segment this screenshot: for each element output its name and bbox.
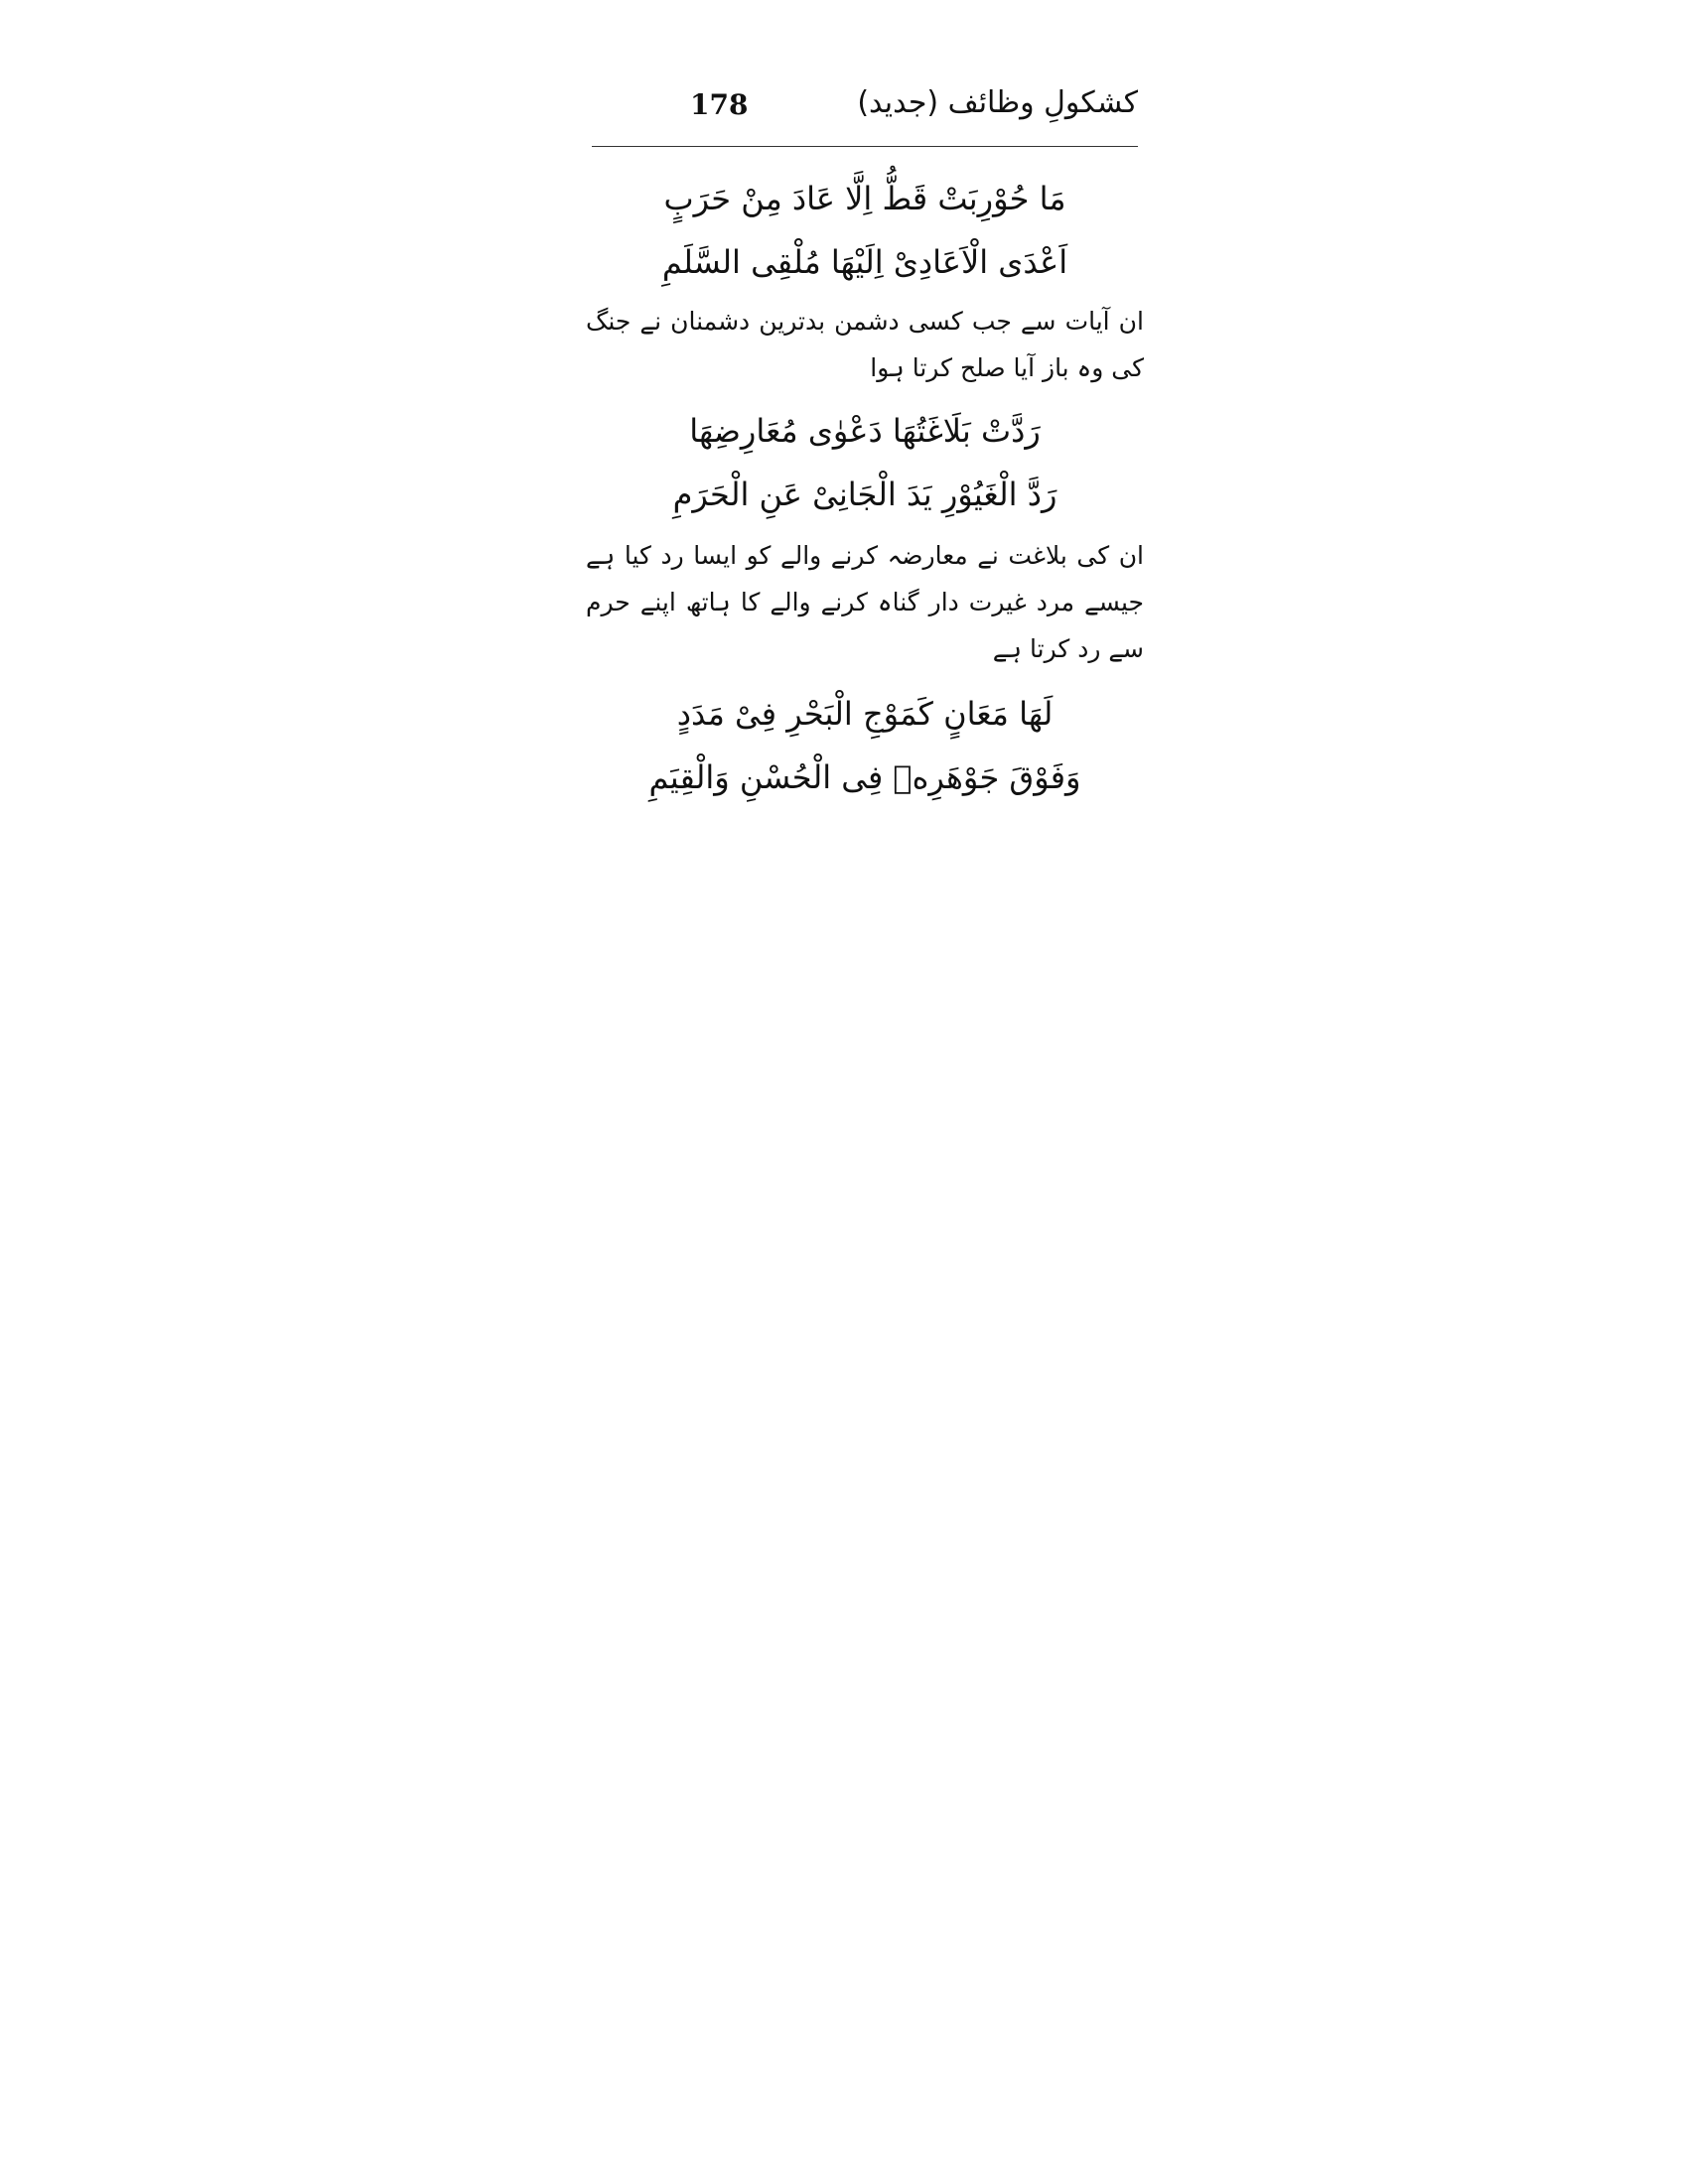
header-divider (592, 146, 1138, 147)
verse-line-1: مَا حُوْرِبَتْ قَطُّ اِلَّا عَادَ مِنْ حَرَبٍ (663, 180, 1066, 217)
book-title: کشکولِ وظائف (جدید) (857, 85, 1138, 120)
page-body (586, 167, 1144, 809)
verse-line-3: رَدَّتْ بَلَاغَتُهَا دَعْوٰی مُعَارِضِهَا (689, 412, 1041, 450)
verse-line-4: رَدَّ الْغَیُوْرِ یَدَ الْجَانِیْ عَنِ الْحَرَمِ (672, 476, 1057, 513)
translation-paragraph-2: ان کی بلاغت نے معارضہ کرنے والے کو ایسا رد کیا ہے جیسے مرد غیرت دار گناہ کرنے والے کا ہاتھ اپنے حرم سے رد کرتا ہے (586, 541, 1144, 663)
verse-line-5: لَهَا مَعَانٍ کَمَوْجِ الْبَحْرِ فِیْ مَدَدٍ (676, 695, 1054, 733)
page-number: 178 (690, 88, 749, 121)
verse-line-2: اَعْدَی الْاَعَادِیْ اِلَیْهَا مُلْقِی السَّلَمِ (661, 243, 1068, 281)
verse-line-6: وَفَوْقَ جَوْهَرِهٖ فِی الْحُسْنِ وَالْقِیَمِ (648, 758, 1081, 796)
page-header (592, 83, 1138, 143)
translation-paragraph-1: ان آیات سے جب کسی دشمن بدترین دشمنان نے جنگ کی وہ باز آیا صلح کرتا ہوا (586, 307, 1144, 382)
